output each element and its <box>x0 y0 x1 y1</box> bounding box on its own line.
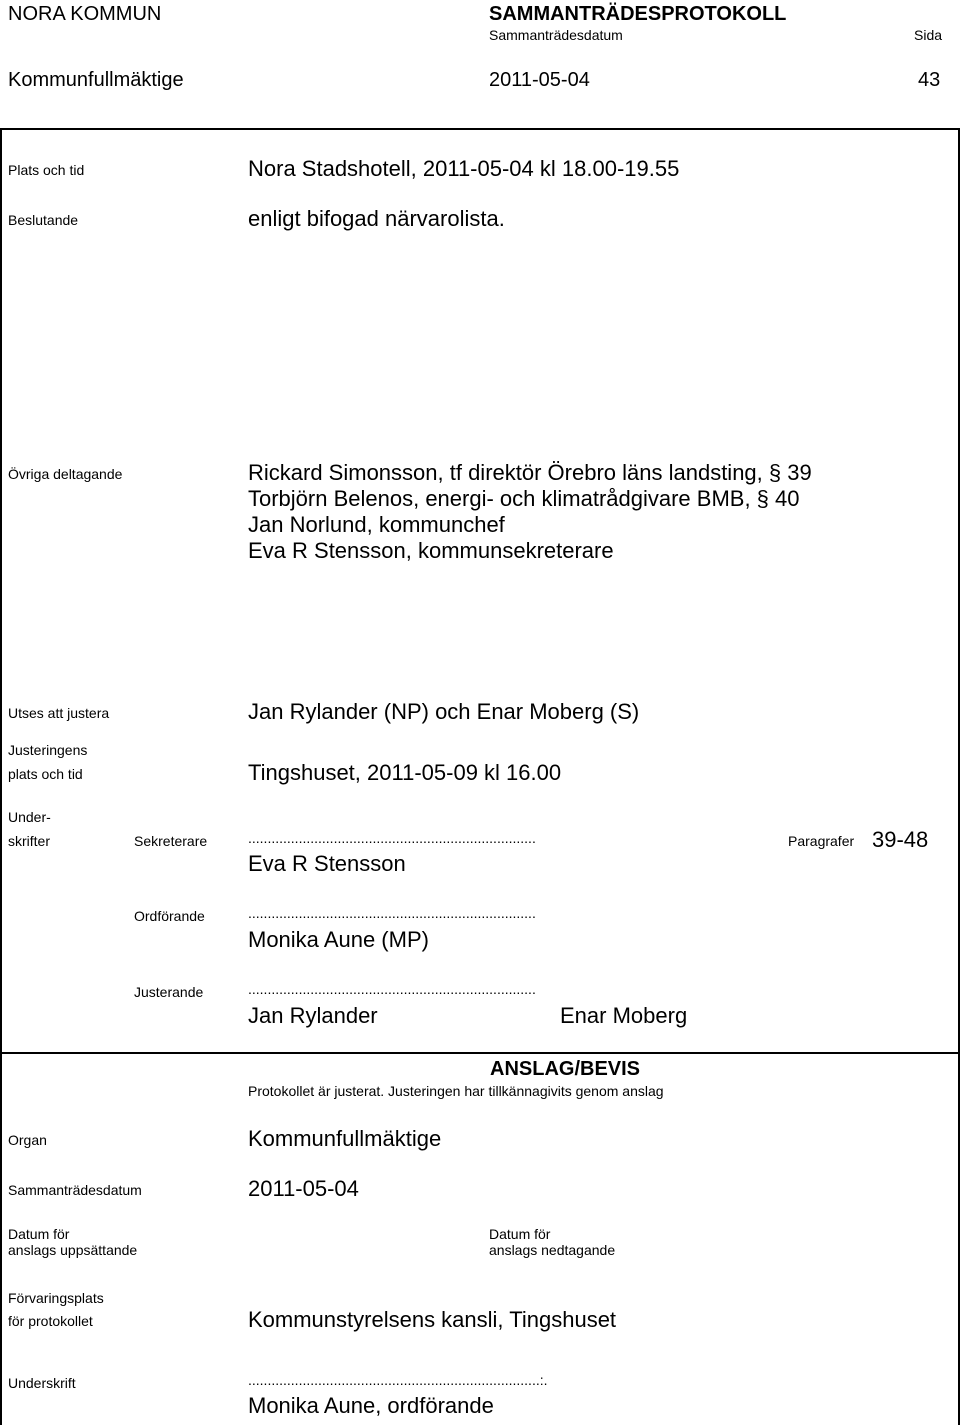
others-label: Övriga deltagande <box>8 466 123 482</box>
removed-label-line1: Datum för <box>489 1226 551 1242</box>
notice-date-label: Sammanträdesdatum <box>8 1182 142 1198</box>
signature-label: Underskrift <box>8 1375 76 1391</box>
participant-1: Rickard Simonsson, tf direktör Örebro läns landsting, § 39 <box>248 460 812 485</box>
participant-3: Jan Norlund, kommunchef <box>248 512 505 537</box>
place-label: Plats och tid <box>8 162 85 178</box>
adjusters-signature-line: .......................................................................... <box>248 981 536 997</box>
storage-value: Kommunstyrelsens kansli, Tingshuset <box>248 1307 617 1332</box>
meeting-date: 2011-05-04 <box>489 69 590 91</box>
organ-value: Kommunfullmäktige <box>248 1126 442 1151</box>
signatures-label-line2: skrifter <box>8 833 50 849</box>
paragraphs-label: Paragrafer <box>788 833 855 849</box>
signatures-label-line1: Under- <box>8 809 51 825</box>
paragraphs-value: 39-48 <box>872 827 929 852</box>
page-number: 43 <box>918 69 941 91</box>
notice-subtitle: Protokollet är justerat. Justeringen har tillkännagivits genom anslag <box>248 1083 664 1099</box>
participant-2: Torbjörn Belenos, energi- och klimatrådgivare BMB, § 40 <box>248 486 800 511</box>
secretary-label: Sekreterare <box>134 833 208 849</box>
storage-label-line2: för protokollet <box>8 1313 93 1329</box>
adjust-value: Jan Rylander (NP) och Enar Moberg (S) <box>248 699 640 724</box>
secretary-signature-line: .......................................................................... <box>248 830 536 846</box>
chair-signature-line: .......................................................................... <box>248 905 536 921</box>
adjust-place-value: Tingshuset, 2011-05-09 kl 16.00 <box>248 760 562 785</box>
posted-label-line1: Datum för <box>8 1226 70 1242</box>
header-date-label: Sammanträdesdatum <box>489 27 623 43</box>
adjust-place-label-line1: Justeringens <box>8 742 88 758</box>
secretary-name: Eva R Stensson <box>248 851 406 876</box>
header-page-label: Sida <box>914 27 943 43</box>
deciding-value: enligt bifogad närvarolista. <box>248 206 505 231</box>
document-title: SAMMANTRÄDESPROTOKOLL <box>489 3 787 25</box>
deciding-label: Beslutande <box>8 212 79 228</box>
adjust-label: Utses att justera <box>8 705 110 721</box>
organ-label: Organ <box>8 1132 47 1148</box>
adjuster-1-name: Jan Rylander <box>248 1003 378 1028</box>
removed-label-line2: anslags nedtagande <box>489 1242 616 1258</box>
frame-left-line <box>0 128 2 1053</box>
chair-label: Ordförande <box>134 908 205 924</box>
notice-signature-name: Monika Aune, ordförande <box>248 1393 494 1418</box>
adjusters-label: Justerande <box>134 984 204 1000</box>
adjuster-2-name: Enar Moberg <box>560 1003 688 1028</box>
chair-name: Monika Aune (MP) <box>248 927 429 952</box>
adjust-place-label-line2: plats och tid <box>8 766 83 782</box>
notice-date-value: 2011-05-04 <box>248 1176 359 1201</box>
frame-bottom-line <box>0 1052 960 1054</box>
notice-signature-line: ...........................................................................:. <box>248 1372 548 1388</box>
body-name: Kommunfullmäktige <box>8 69 184 91</box>
org-name: NORA KOMMUN <box>8 3 162 25</box>
frame-top-line <box>0 128 960 130</box>
notice-left-line <box>0 1052 2 1425</box>
posted-label-line2: anslags uppsättande <box>8 1242 138 1258</box>
storage-label-line1: Förvaringsplats <box>8 1290 104 1306</box>
place-value: Nora Stadshotell, 2011-05-04 kl 18.00-19.55 <box>248 156 680 181</box>
notice-title: ANSLAG/BEVIS <box>490 1058 641 1080</box>
participant-4: Eva R Stensson, kommunsekreterare <box>248 538 614 563</box>
